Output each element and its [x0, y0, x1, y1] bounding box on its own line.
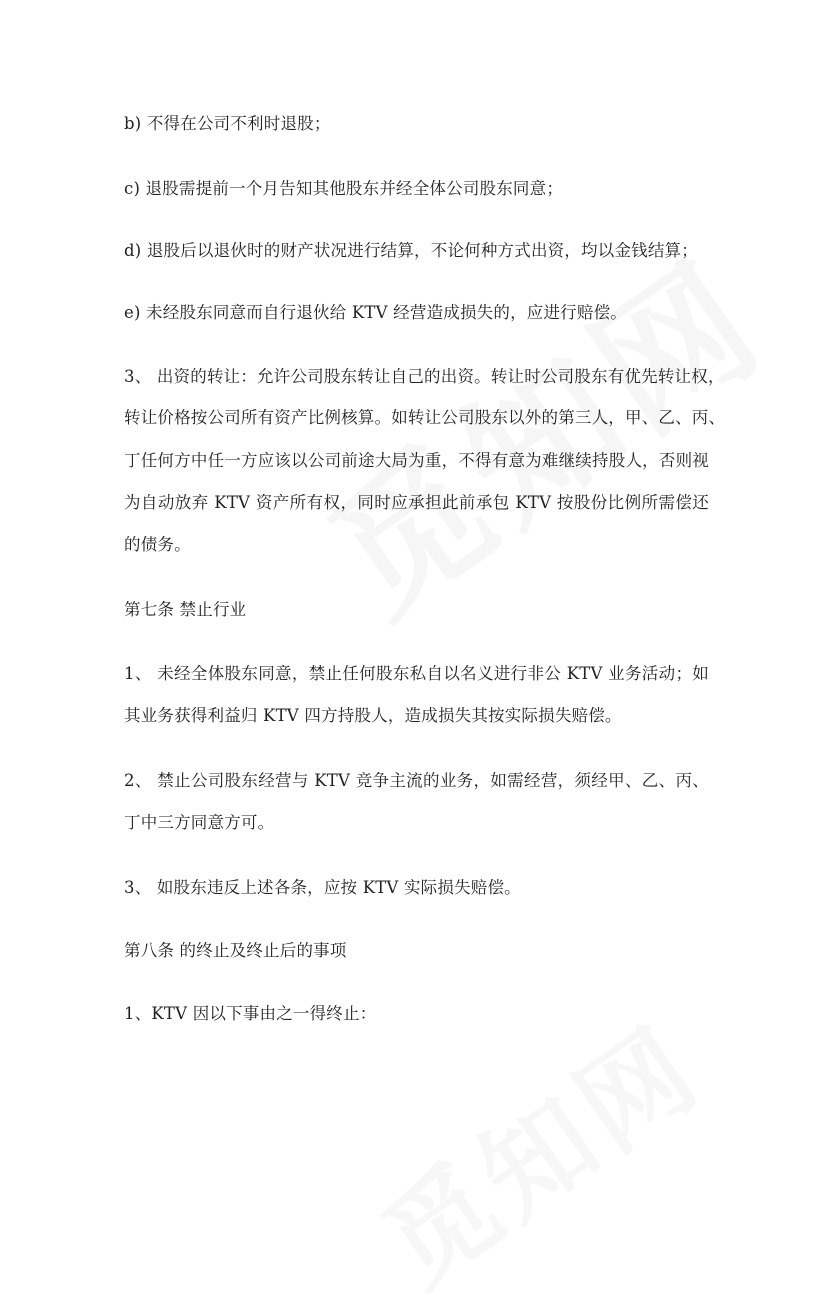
clause-e: e) 未经股东同意而自行退伙给 KTV 经营造成损失的，应进行赔偿。 — [124, 303, 627, 322]
transfer-paragraph-line-2: 转让价格按公司所有资产比例核算。如转让公司股东以外的第三人，甲、乙、丙、 — [124, 408, 726, 427]
watermark — [281, 202, 798, 654]
watermark-lower — [347, 983, 728, 1315]
transfer-paragraph-line-5: 的债务。 — [124, 535, 191, 554]
article-8-item-1: 1、KTV 因以下事由之一得终止： — [124, 1004, 377, 1023]
article-8-heading: 第八条 的终止及终止后的事项 — [124, 941, 347, 960]
clause-c: c) 退股需提前一个月告知其他股东并经全体公司股东同意； — [124, 179, 564, 198]
transfer-paragraph-line-3: 丁任何方中任一方应该以公司前途大局为重，不得有意为难继续持股人，否则视 — [124, 451, 709, 470]
transfer-paragraph-line-4: 为自动放弃 KTV 资产所有权，同时应承担此前承包 KTV 按股份比例所需偿还 — [124, 493, 709, 512]
clause-d: d) 退股后以退伙时的财产状况进行结算，不论何种方式出资，均以金钱结算； — [124, 241, 698, 260]
article-7-item-2-line-1: 2、 禁止公司股东经营与 KTV 竞争主流的业务，如需经营，须经甲、乙、丙、 — [124, 771, 709, 790]
article-7-heading: 第七条 禁止行业 — [124, 600, 247, 619]
article-7-item-1-line-1: 1、 未经全体股东同意，禁止任何股东私自以名义进行非公 KTV 业务活动；如 — [124, 664, 709, 683]
transfer-paragraph-line-1: 3、 出资的转让：允许公司股东转让自己的出资。转让时公司股东有优先转让权， — [124, 367, 725, 386]
article-7-item-2-line-2: 丁中三方同意方可。 — [124, 813, 275, 832]
clause-b: b) 不得在公司不利时退股； — [124, 114, 331, 133]
article-7-item-3: 3、 如股东违反上述各条，应按 KTV 实际损失赔偿。 — [124, 878, 521, 897]
article-7-item-1-line-2: 其业务获得利益归 KTV 四方持股人，造成损失其按实际损失赔偿。 — [124, 706, 622, 725]
